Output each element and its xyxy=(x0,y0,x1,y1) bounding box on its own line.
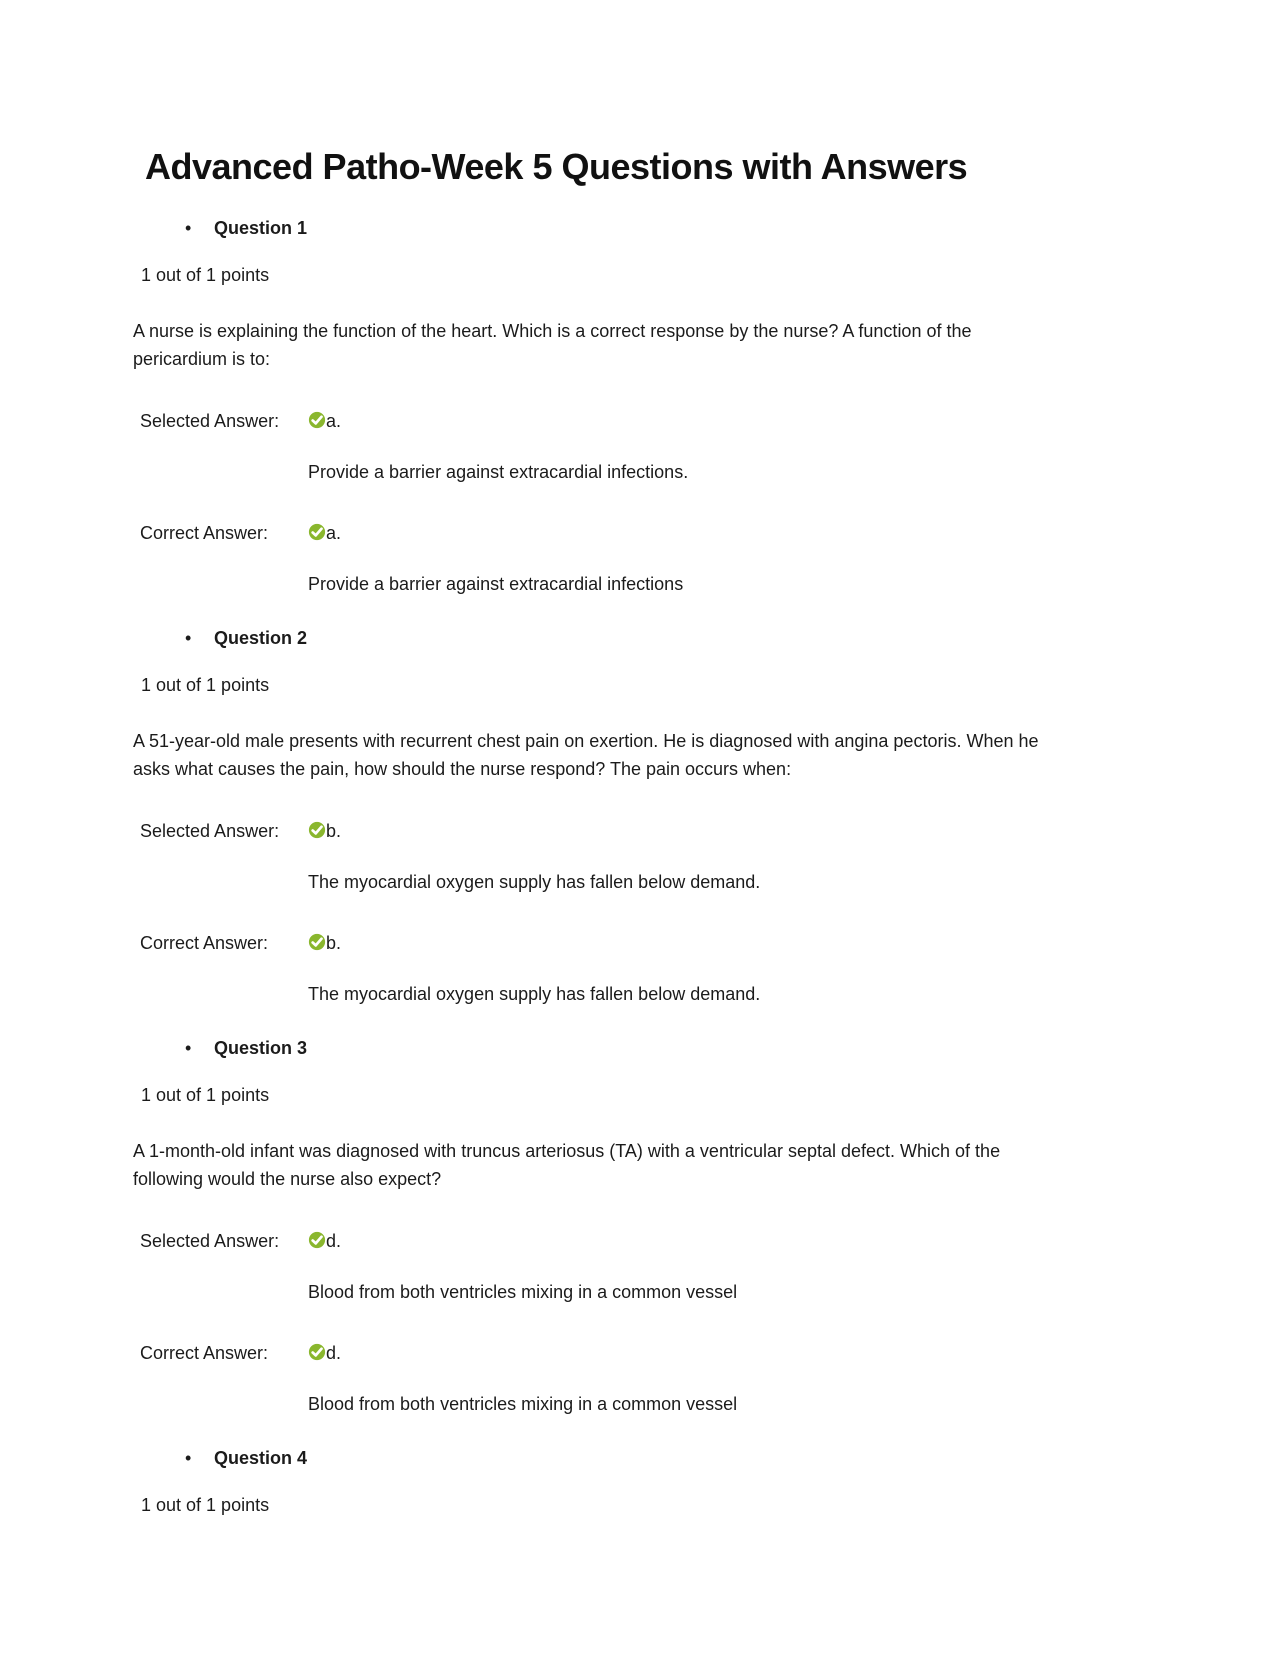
question-title: Question 4 xyxy=(214,1447,308,1468)
question-points: 1 out of 1 points xyxy=(141,674,270,695)
correct-check-icon xyxy=(308,933,326,951)
correct-answer-row xyxy=(140,523,1160,544)
question-title: Question 3 xyxy=(214,1037,308,1058)
answer-letter-text: b. xyxy=(326,932,342,953)
answer-letter-text: d. xyxy=(326,1230,342,1251)
bullet-icon: • xyxy=(185,218,192,238)
question-block-1 xyxy=(133,218,1160,598)
correct-answer-letter xyxy=(308,1343,341,1364)
answer-letter-text: b. xyxy=(326,820,342,841)
question-text: A 1-month-old infant was diagnosed with truncus arteriosus (TA) with a ventricular septal defect. Which of the following would the nurse also expect? xyxy=(133,1140,1001,1190)
selected-answer-text: Blood from both ventricles mixing in a common vessel xyxy=(308,1281,738,1302)
selected-answer-label: Selected Answer: xyxy=(140,820,280,841)
selected-answer-text: Provide a barrier against extracardial infections. xyxy=(308,461,689,482)
bullet-icon: • xyxy=(185,627,192,648)
selected-answer-letter xyxy=(308,1231,341,1252)
selected-answer-row xyxy=(140,821,1160,842)
question-heading xyxy=(185,1038,1160,1059)
page-title: Advanced Patho-Week 5 Questions with Answers xyxy=(145,146,968,187)
page-bottom-margin xyxy=(133,1516,1160,1636)
question-block-3 xyxy=(133,1038,1160,1418)
question-heading xyxy=(185,218,1160,239)
question-title: Question 2 xyxy=(214,627,308,648)
correct-answer-label: Correct Answer: xyxy=(140,1342,269,1363)
correct-answer-row xyxy=(140,933,1160,954)
correct-check-icon xyxy=(308,821,326,839)
question-heading xyxy=(185,1448,1160,1469)
question-text: A 51-year-old male presents with recurrent chest pain on exertion. He is diagnosed with angina pectoris. When he asks what causes the pain, how should the nurse respond? The pain occurs when: xyxy=(133,730,1039,780)
correct-answer-label: Correct Answer: xyxy=(140,522,269,543)
correct-check-icon xyxy=(308,1231,326,1249)
answer-letter-text: d. xyxy=(326,1342,342,1363)
correct-answer-letter xyxy=(308,523,341,544)
correct-answer-letter xyxy=(308,933,341,954)
answer-letter-text: a. xyxy=(326,410,342,431)
question-points: 1 out of 1 points xyxy=(141,265,270,285)
selected-answer-label: Selected Answer: xyxy=(140,410,280,431)
selected-answer-row xyxy=(140,1231,1160,1252)
correct-check-icon xyxy=(308,523,326,541)
answer-letter-text: a. xyxy=(326,522,342,543)
question-block-2 xyxy=(133,628,1160,1008)
bullet-icon: • xyxy=(185,1037,192,1058)
question-points: 1 out of 1 points xyxy=(141,1494,270,1515)
correct-check-icon xyxy=(308,1343,326,1361)
correct-answer-row xyxy=(140,1343,1160,1364)
selected-answer-letter xyxy=(308,411,341,432)
correct-answer-label: Correct Answer: xyxy=(140,932,269,953)
question-heading xyxy=(185,628,1160,649)
selected-answer-label: Selected Answer: xyxy=(140,1230,280,1251)
selected-answer-letter xyxy=(308,821,341,842)
correct-answer-text: Provide a barrier against extracardial infections xyxy=(308,573,684,594)
question-text: A nurse is explaining the function of the heart. Which is a correct response by the nurse? A function of the pericardium is to: xyxy=(133,321,972,370)
selected-answer-row xyxy=(140,411,1160,432)
correct-answer-text: Blood from both ventricles mixing in a common vessel xyxy=(308,1393,738,1414)
bullet-icon: • xyxy=(185,1447,192,1468)
selected-answer-text: The myocardial oxygen supply has fallen below demand. xyxy=(308,871,761,892)
question-title: Question 1 xyxy=(214,218,308,238)
question-points: 1 out of 1 points xyxy=(141,1084,270,1105)
correct-answer-text: The myocardial oxygen supply has fallen below demand. xyxy=(308,983,761,1004)
question-block-4 xyxy=(133,1448,1160,1516)
correct-check-icon xyxy=(308,411,326,429)
